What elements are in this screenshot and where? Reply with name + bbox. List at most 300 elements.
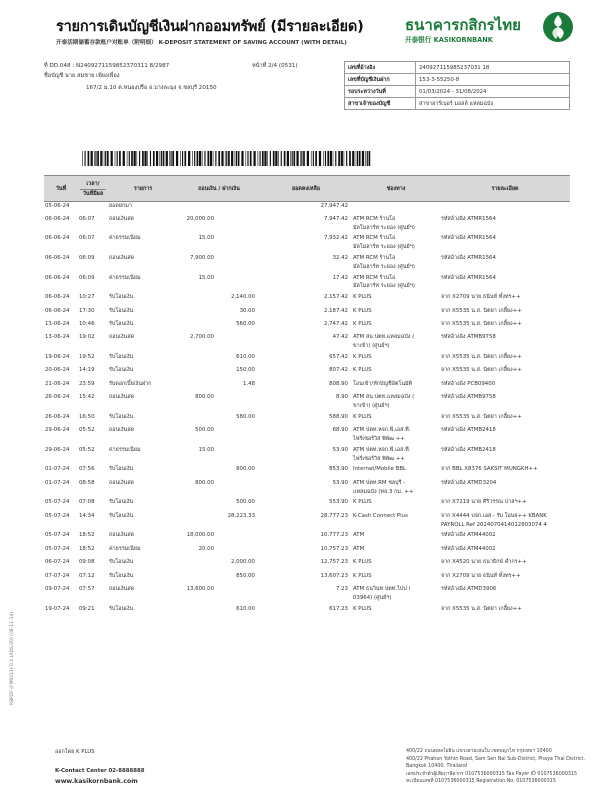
barcode-bar bbox=[180, 151, 181, 166]
page-number: หน้าที่ 2/4 (0531) bbox=[252, 63, 298, 69]
cell-date: 05-07-24 bbox=[45, 532, 70, 539]
cell-balance: 2,747.42 bbox=[323, 321, 348, 328]
summary-row bbox=[345, 86, 570, 98]
cell-time: 16:50 bbox=[79, 413, 95, 420]
barcode-bar bbox=[153, 151, 155, 166]
barcode-bar bbox=[100, 151, 102, 166]
cell-channel bbox=[352, 393, 440, 413]
cell-channel-line: K PLUS bbox=[353, 413, 372, 420]
summary-value: 153-3-55250-8 bbox=[416, 74, 570, 86]
cell-channel bbox=[352, 545, 440, 558]
cell-channel-line: ไฟร์เซอร์วิส พิพัฒ ++ bbox=[353, 435, 405, 442]
cell-balance: 32.42 bbox=[332, 255, 348, 262]
barcode-bar bbox=[161, 151, 162, 166]
barcode-bar bbox=[218, 151, 220, 166]
barcode-bar bbox=[166, 151, 168, 166]
cell-time bbox=[78, 202, 108, 215]
cell-balance: 68.90 bbox=[332, 427, 348, 434]
cell-withdrawal bbox=[178, 293, 260, 306]
cell-detail-line: จาก BBL X8376 SAKSIT MUNGKH++ bbox=[441, 466, 538, 473]
cell-time: 08:58 bbox=[79, 479, 95, 486]
cell-channel bbox=[352, 307, 440, 320]
cell-date: 06-06-24 bbox=[45, 307, 70, 314]
cell-item: ถอนเงินสด bbox=[109, 585, 135, 592]
cell-time: 10:46 bbox=[79, 321, 95, 328]
withdrawal-amount bbox=[179, 465, 220, 474]
barcode-bar bbox=[247, 151, 248, 166]
barcode-bar bbox=[369, 151, 371, 166]
cell-date: 19-07-24 bbox=[45, 605, 70, 612]
barcode-bar bbox=[105, 151, 106, 166]
deposit-amount bbox=[220, 545, 259, 554]
cell-withdrawal bbox=[178, 465, 260, 478]
cell-detail bbox=[440, 446, 570, 466]
barcode-bar bbox=[202, 151, 203, 166]
cell-time: 06:09 bbox=[79, 255, 95, 262]
cell-detail bbox=[440, 605, 570, 618]
cell-detail bbox=[440, 307, 570, 320]
withdrawal-amount bbox=[179, 413, 220, 422]
cell-channel bbox=[352, 446, 440, 466]
withdrawal-amount bbox=[179, 558, 220, 567]
cell-date: 06-06-24 bbox=[45, 235, 70, 242]
cell-detail-line: รหัสอ้างอิง ATM44002 bbox=[441, 532, 496, 539]
cell-date: 29-06-24 bbox=[45, 427, 70, 434]
barcode-bar bbox=[94, 151, 95, 166]
barcode-bar bbox=[365, 151, 366, 166]
cell-channel-line: ATM RCM ร้านโอ bbox=[353, 255, 396, 262]
barcode-bar bbox=[238, 151, 240, 166]
cell-detail bbox=[440, 558, 570, 571]
cell-time: 06:07 bbox=[79, 215, 95, 222]
barcode-bar bbox=[367, 151, 368, 166]
cell-item: ค่าธรรมเนียม bbox=[109, 274, 141, 281]
deposit-amount: 30.00 bbox=[239, 307, 255, 314]
barcode-bar bbox=[357, 151, 358, 166]
barcode-bar bbox=[131, 151, 133, 166]
barcode-bar bbox=[362, 151, 364, 166]
cell-detail-line: รหัสอ้างอิง ATMB2418 bbox=[441, 446, 496, 453]
cell-channel bbox=[352, 234, 440, 254]
deposit-amount bbox=[220, 585, 259, 594]
cell-time: 19:02 bbox=[79, 334, 95, 341]
bank-name-en: 开泰银行 KASIKORNBANK bbox=[405, 36, 493, 44]
cell-channel-line: ขาเข้า) (ศูนย์ฯ) bbox=[353, 343, 390, 350]
cell-balance: 808.90 bbox=[329, 380, 348, 387]
barcode-bar bbox=[300, 151, 301, 166]
cell-channel bbox=[352, 274, 440, 294]
barcode-bar bbox=[176, 151, 178, 166]
cell-detail-line: รหัสอ้างอิง PCB09400 bbox=[441, 380, 496, 387]
barcode-bar bbox=[281, 151, 282, 166]
barcode-bar bbox=[356, 151, 357, 166]
cell-withdrawal bbox=[178, 605, 260, 618]
table-row bbox=[44, 254, 570, 274]
cell-channel-line: มัลโมลาร์ท ระยอง (ศูนย์ฯ) bbox=[353, 263, 415, 270]
cell-channel bbox=[352, 426, 440, 446]
table-row bbox=[44, 585, 570, 605]
cell-channel-line: ATM bbox=[353, 532, 365, 539]
cell-channel-line: ATM RCM ร้านโอ bbox=[353, 215, 396, 222]
cell-channel-line: ไฟร์เซอร์วิส พิพัฒ ++ bbox=[353, 455, 405, 462]
barcode-bar bbox=[313, 151, 314, 166]
barcode-bar bbox=[352, 151, 354, 166]
summary-row bbox=[345, 62, 570, 74]
cell-item: ถอนเงินสด bbox=[109, 215, 135, 222]
cell-item: รับโอนเงิน bbox=[109, 572, 134, 579]
barcode-bar bbox=[91, 151, 93, 166]
cell-withdrawal bbox=[178, 426, 260, 446]
cell-channel bbox=[352, 531, 440, 544]
withdrawal-amount bbox=[179, 605, 220, 614]
barcode-bar bbox=[287, 151, 289, 166]
barcode-bar bbox=[119, 151, 121, 166]
barcode-bar bbox=[333, 151, 334, 166]
cell-detail bbox=[440, 545, 570, 558]
withdrawal-amount bbox=[179, 307, 220, 316]
cell-withdrawal bbox=[178, 545, 260, 558]
cell-time: 07:08 bbox=[79, 499, 95, 506]
cell-date: 05-07-24 bbox=[45, 545, 70, 552]
deposit-amount bbox=[220, 254, 259, 263]
cell-balance: 10,757.23 bbox=[320, 545, 348, 552]
cell-detail bbox=[440, 479, 570, 499]
cell-balance: 807.42 bbox=[329, 367, 348, 374]
cell-channel-line: โอนเข้า/หักบัญชีอัตโนมัติ bbox=[353, 380, 413, 387]
cell-time: 05:52 bbox=[79, 446, 95, 453]
barcode-bar bbox=[290, 151, 291, 166]
contact-center: K-Contact Center 02-8888888 bbox=[55, 768, 145, 774]
cell-item: รับโอนเงิน bbox=[109, 307, 134, 314]
cell-detail bbox=[440, 254, 570, 274]
barcode-bar bbox=[142, 151, 144, 166]
cell-withdrawal bbox=[178, 413, 260, 426]
table-row bbox=[44, 413, 570, 426]
column-header-time-line1: เวลา/ bbox=[86, 180, 100, 187]
cell-channel-line: K PLUS bbox=[353, 605, 372, 612]
cell-item: ถอนเงินสด bbox=[109, 394, 135, 401]
form-code: KBPDF (FM0011) 0.1 (ADS.00) (08-11-14) bbox=[10, 611, 15, 705]
cell-date: 05-06-24 bbox=[45, 203, 70, 209]
cell-channel-line: ATM bbox=[353, 545, 365, 552]
table-row bbox=[44, 479, 570, 499]
barcode-bar bbox=[213, 151, 214, 166]
cell-detail bbox=[440, 531, 570, 544]
cell-detail-line: จาก X5535 น.ส. นิตยา เกลี้ยง++ bbox=[441, 605, 522, 612]
cell-item: รับโอนเงิน bbox=[109, 512, 134, 519]
barcode-bar bbox=[327, 151, 329, 166]
withdrawal-amount bbox=[179, 512, 220, 521]
cell-withdrawal bbox=[178, 254, 260, 274]
withdrawal-amount bbox=[179, 380, 220, 389]
cell-detail bbox=[440, 585, 570, 605]
account-summary-box bbox=[344, 61, 570, 110]
cell-detail-line: รหัสอ้างอิง ATMB9758 bbox=[441, 394, 496, 401]
barcode-bar bbox=[246, 151, 247, 166]
barcode-bar bbox=[123, 151, 125, 166]
column-header-detail: รายละเอียด bbox=[440, 176, 570, 202]
cell-detail bbox=[440, 320, 570, 333]
cell-channel-line: ATM RCM ร้านโอ bbox=[353, 274, 396, 281]
table-row bbox=[44, 215, 570, 235]
cell-detail-line: รหัสอ้างอิง ATMD3204 bbox=[441, 479, 497, 486]
barcode-bar bbox=[147, 151, 148, 166]
table-row bbox=[44, 572, 570, 585]
cell-channel-line: มัลโมลาร์ท ระยอง (ศูนย์ฯ) bbox=[353, 244, 415, 251]
barcode-bar bbox=[210, 151, 212, 166]
cell-balance: 10,777.23 bbox=[320, 532, 348, 539]
cell-channel bbox=[352, 202, 440, 215]
table-row bbox=[44, 202, 570, 215]
barcode-bar bbox=[278, 151, 279, 166]
barcode-bar bbox=[311, 151, 312, 166]
summary-row bbox=[345, 98, 570, 110]
cell-balance: 7,947.42 bbox=[323, 215, 348, 222]
barcode-bar bbox=[301, 151, 302, 166]
cell-balance: 853.90 bbox=[329, 466, 348, 473]
cell-time: 09:21 bbox=[79, 605, 95, 612]
cell-channel-line: K-Cash Connect Plus bbox=[353, 512, 408, 519]
barcode-bar bbox=[267, 151, 268, 166]
barcode-bar bbox=[264, 151, 266, 166]
statement-title: รายการเดินบัญชีเงินฝากออมทรัพย์ (มีรายละเอียด) bbox=[56, 19, 364, 35]
cell-channel bbox=[352, 479, 440, 499]
barcode-bar bbox=[296, 151, 298, 166]
bank-website-link[interactable]: www.kasikornbank.com bbox=[55, 778, 138, 785]
cell-channel bbox=[352, 254, 440, 274]
column-header-date: วันที่ bbox=[44, 176, 78, 202]
cell-balance: 588.90 bbox=[329, 413, 348, 420]
cell-detail bbox=[440, 426, 570, 446]
cell-channel-line: ATM ปตท.หจก.พี.เอส.ที. bbox=[353, 446, 411, 453]
barcode-bar bbox=[349, 151, 351, 166]
cell-date: 06-07-24 bbox=[45, 559, 70, 566]
column-header-amount: ถอนเงิน / ฝากเงิน bbox=[178, 176, 260, 202]
cell-time: 23:59 bbox=[79, 380, 95, 387]
cell-balance: 28,777.23 bbox=[320, 512, 348, 519]
cell-detail bbox=[440, 380, 570, 393]
barcode-bar bbox=[319, 151, 321, 166]
cell-withdrawal bbox=[178, 234, 260, 254]
table-row bbox=[44, 446, 570, 466]
cell-detail bbox=[440, 512, 570, 532]
deposit-amount: 610.00 bbox=[236, 605, 255, 612]
cell-withdrawal bbox=[178, 274, 260, 294]
deposit-amount bbox=[220, 234, 259, 243]
barcode-bar bbox=[359, 151, 361, 166]
cell-balance: 2,187.42 bbox=[323, 307, 348, 314]
deposit-amount bbox=[220, 446, 259, 455]
tax-id-en: Tax Payer ID 0107536000315 bbox=[506, 771, 578, 777]
table-row bbox=[44, 545, 570, 558]
cell-channel bbox=[352, 353, 440, 366]
summary-key: สาขาเจ้าของบัญชี bbox=[345, 98, 416, 110]
cell-withdrawal bbox=[178, 366, 260, 379]
cell-date: 06-06-24 bbox=[45, 274, 70, 281]
address-line bbox=[406, 771, 586, 779]
withdrawal-amount: 15.00 bbox=[198, 446, 214, 453]
table-row bbox=[44, 293, 570, 306]
bank-address-block bbox=[406, 748, 586, 786]
cell-item: ถอนเงินสด bbox=[109, 334, 135, 341]
address-line: 400/22 Phahon Yothin Road, Sam Sen Nai Sub-District, Phaya Thai District, Bangkok 10400, Thailand bbox=[406, 756, 585, 770]
cell-detail bbox=[440, 293, 570, 306]
cell-balance: 17.42 bbox=[332, 274, 348, 281]
cell-detail-line: รหัสอ้างอิง ATMR1564 bbox=[441, 235, 496, 242]
withdrawal-amount bbox=[179, 366, 220, 375]
cell-balance: 657.42 bbox=[329, 354, 348, 361]
cell-channel bbox=[352, 320, 440, 333]
summary-value: 01/03/2024 - 31/08/2024 bbox=[416, 86, 570, 98]
barcode-bar bbox=[97, 151, 99, 166]
cell-item: รับโอนเงิน bbox=[109, 466, 134, 473]
cell-time: 14:19 bbox=[79, 367, 95, 374]
cell-channel-line: ATM สน ปตท.แหลมฉบัง ( bbox=[353, 334, 415, 341]
cell-date: 13-06-24 bbox=[45, 334, 70, 341]
cell-detail-line: จาก X7219 นาย ศิริวรรณ ปาลฯ++ bbox=[441, 499, 527, 506]
barcode-bar bbox=[307, 151, 309, 166]
cell-channel bbox=[352, 293, 440, 306]
cell-balance: 7.23 bbox=[335, 585, 348, 592]
cell-channel bbox=[352, 465, 440, 478]
address-line: 400/22 ถนนพหลโยธิน แขวงสามเสนใน เขตพญาไท กรุงเทพฯ 10400 bbox=[406, 749, 552, 754]
cell-channel-line: K PLUS bbox=[353, 572, 372, 579]
cell-withdrawal bbox=[178, 202, 260, 215]
cell-detail bbox=[440, 215, 570, 235]
cell-detail-line: รหัสอ้างอิง ATM44002 bbox=[441, 545, 496, 552]
barcode-bar bbox=[303, 151, 305, 166]
table-row bbox=[44, 605, 570, 618]
cell-withdrawal bbox=[178, 446, 260, 466]
cell-item: รับโอนเงิน bbox=[109, 605, 134, 612]
cell-date: 26-06-24 bbox=[45, 413, 70, 420]
cell-detail bbox=[440, 393, 570, 413]
table-row bbox=[44, 380, 570, 393]
deposit-amount: 560.00 bbox=[236, 321, 255, 328]
cell-detail bbox=[440, 413, 570, 426]
barcode-bar bbox=[85, 151, 86, 166]
barcode-bar bbox=[284, 151, 286, 166]
cell-time: 14:34 bbox=[79, 512, 95, 519]
cell-time: 18:52 bbox=[79, 532, 95, 539]
barcode-bar bbox=[293, 151, 295, 166]
withdrawal-amount: 15.00 bbox=[198, 274, 214, 281]
barcode-bar bbox=[169, 151, 170, 166]
cell-time: 06:07 bbox=[79, 235, 95, 242]
table-header-row bbox=[44, 176, 570, 202]
cell-item: ค่าธรรมเนียม bbox=[109, 545, 141, 552]
cell-date: 20-06-24 bbox=[45, 367, 70, 374]
barcode-bar bbox=[144, 151, 146, 166]
barcode-bar bbox=[270, 151, 271, 166]
cell-item: รับโอนเงิน bbox=[109, 294, 134, 301]
barcode-bar bbox=[107, 151, 109, 166]
column-header-time bbox=[78, 176, 108, 202]
cell-channel-line: แหลมฉบัง (ทล.3 กม. ++ bbox=[353, 488, 414, 495]
deposit-amount: 580.00 bbox=[236, 413, 255, 420]
withdrawal-amount: 800.00 bbox=[195, 394, 214, 401]
barcode-bar bbox=[111, 151, 113, 166]
withdrawal-amount: 800.00 bbox=[195, 479, 214, 486]
deposit-amount: 610.00 bbox=[236, 354, 255, 361]
table-row bbox=[44, 333, 570, 353]
deposit-amount: 1.48 bbox=[242, 380, 255, 387]
withdrawal-amount: 13,600.00 bbox=[186, 585, 214, 592]
cell-balance: 553.90 bbox=[329, 499, 348, 506]
table-row bbox=[44, 353, 570, 366]
barcode-bar bbox=[194, 151, 195, 166]
cell-channel-line: ATM ปตท.หจก.พี.เอส.ที. bbox=[353, 427, 411, 434]
cell-withdrawal bbox=[178, 512, 260, 532]
deposit-amount: 2,140.00 bbox=[230, 294, 255, 301]
barcode-bar bbox=[215, 151, 216, 166]
barcode-bar bbox=[115, 151, 116, 166]
transactions-table bbox=[44, 175, 570, 618]
barcode-bar bbox=[160, 151, 161, 166]
cell-detail-line: จาก X5535 น.ส. นิตยา เกลี้ยง++ bbox=[441, 413, 522, 420]
customer-address: 167/2 ม.10 ต.หนองปรือ อ.บางละมุง จ.ชลบุรี 20150 bbox=[86, 85, 217, 91]
cell-detail-line: จาก X5535 น.ส. นิตยา เกลี้ยง++ bbox=[441, 307, 522, 314]
column-header-time-line2: วันที่มีผล bbox=[80, 189, 106, 198]
barcode-bar bbox=[197, 151, 199, 166]
cell-item: รับโอนเงิน bbox=[109, 413, 134, 420]
cell-detail-line: จาก X4520 นาย ธนาธิกษ์ คำกร++ bbox=[441, 559, 527, 566]
cell-channel-line: K PLUS bbox=[353, 499, 372, 506]
barcode-bar bbox=[225, 151, 226, 166]
cell-channel-line: K PLUS bbox=[353, 294, 372, 301]
cell-detail-line: รหัสอ้างอิง ATMD3906 bbox=[441, 585, 497, 592]
cell-date: 01-07-24 bbox=[45, 479, 70, 486]
withdrawal-amount: 18,000.00 bbox=[186, 532, 214, 539]
summary-value: 240927115985237031 18 bbox=[416, 62, 570, 74]
statement-subtitle: 开泰活期储蓄存款账户对账单（附明细） K-DEPOSIT STATEMENT OF SAVING ACCOUNT (WITH DETAIL) bbox=[56, 40, 347, 46]
cell-detail bbox=[440, 234, 570, 254]
barcode-bar bbox=[226, 151, 227, 166]
cell-detail bbox=[440, 333, 570, 353]
cell-withdrawal bbox=[178, 558, 260, 571]
table-row bbox=[44, 465, 570, 478]
tax-id-th: เลขประจำตัวผู้เสียภาษีอากร 0107536000315 bbox=[406, 771, 505, 777]
deposit-amount: 800.00 bbox=[236, 466, 255, 473]
cell-channel-line: ATM สน ปตท.แหลมฉบัง ( bbox=[353, 394, 415, 401]
deposit-amount bbox=[220, 426, 259, 435]
withdrawal-amount bbox=[179, 572, 220, 581]
withdrawal-amount: 2,700.00 bbox=[189, 334, 214, 341]
cell-channel-line: Internet/Mobile BBL bbox=[353, 466, 407, 473]
withdrawal-amount bbox=[179, 353, 220, 362]
barcode-bar bbox=[172, 151, 174, 166]
cell-balance: 53.90 bbox=[332, 446, 348, 453]
cell-date: 06-06-24 bbox=[45, 294, 70, 301]
cell-date: 13-06-24 bbox=[45, 321, 70, 328]
cell-detail-line: รหัสอ้างอิง ATMR1564 bbox=[441, 255, 496, 262]
withdrawal-amount: 20,000.00 bbox=[186, 215, 214, 222]
barcode-image bbox=[82, 151, 372, 166]
barcode-bar bbox=[241, 151, 243, 166]
barcode-bar bbox=[117, 151, 118, 166]
barcode-bar bbox=[228, 151, 230, 166]
deposit-amount: 150.00 bbox=[236, 367, 255, 374]
withdrawal-amount bbox=[179, 293, 220, 302]
cell-withdrawal bbox=[178, 320, 260, 333]
cell-item: รับโอนเงิน bbox=[109, 354, 134, 361]
summary-row bbox=[345, 74, 570, 86]
barcode-bar bbox=[207, 151, 209, 166]
barcode-bar bbox=[82, 151, 83, 166]
cell-detail-line: รหัสอ้างอิง ATMR1564 bbox=[441, 215, 496, 222]
deposit-amount bbox=[220, 479, 259, 488]
deposit-amount bbox=[220, 215, 259, 224]
